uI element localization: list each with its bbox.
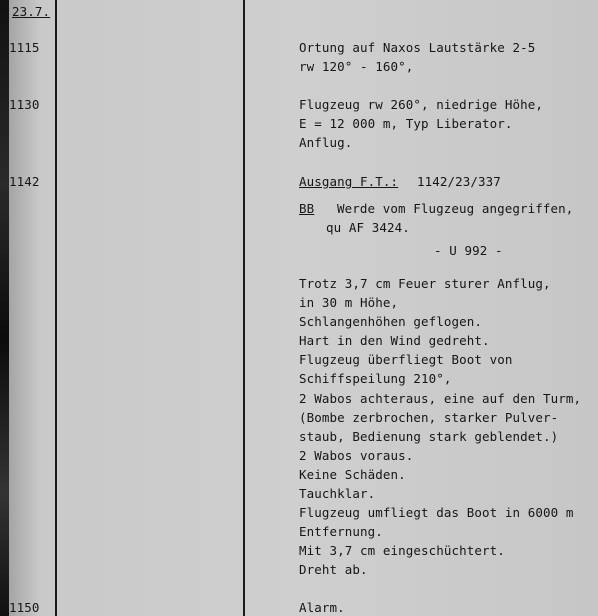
entry-time: 1142: [9, 174, 40, 189]
entry-line: Ortung auf Naxos Lautstärke 2-5: [299, 40, 536, 55]
radio-reference: 1142/23/337: [417, 174, 501, 189]
entry-line: Entfernung.: [299, 524, 383, 539]
entry-line: Flugzeug rw 260°, niedrige Höhe,: [299, 97, 544, 112]
message-prefix: BB: [299, 201, 315, 216]
entry-line: Flugzeug überfliegt Boot von: [299, 352, 513, 367]
entry-time: 1150: [9, 600, 40, 615]
entry-time: 1130: [9, 97, 40, 112]
message-signature: - U 992 -: [434, 243, 503, 258]
radio-heading: Ausgang F.T.:: [299, 174, 399, 189]
entry-line: Dreht ab.: [299, 562, 368, 577]
entry-line: rw 120° - 160°,: [299, 59, 414, 74]
entry-line: Keine Schäden.: [299, 467, 406, 482]
entry-line: 2 Wabos achteraus, eine auf den Turm,: [299, 391, 582, 406]
entry-line: in 30 m Höhe,: [299, 295, 399, 310]
column-rule-left: [55, 0, 57, 616]
entry-line: Mit 3,7 cm eingeschüchtert.: [299, 543, 505, 558]
entry-line: Tauchklar.: [299, 486, 376, 501]
film-edge: [0, 0, 9, 616]
entry-line: Hart in den Wind gedreht.: [299, 333, 490, 348]
entry-time: 1115: [9, 40, 40, 55]
entry-line: staub, Bedienung stark geblendet.): [299, 429, 559, 444]
entry-line: 2 Wabos voraus.: [299, 448, 414, 463]
entry-line: E = 12 000 m, Typ Liberator.: [299, 116, 513, 131]
log-date: 23.7.: [12, 4, 51, 19]
column-rule-right: [243, 0, 245, 616]
message-line: qu AF 3424.: [326, 220, 410, 235]
entry-line: Trotz 3,7 cm Feuer sturer Anflug,: [299, 276, 551, 291]
entry-line: Alarm.: [299, 600, 345, 615]
message-line: Werde vom Flugzeug angegriffen,: [337, 201, 574, 216]
entry-line: (Bombe zerbrochen, starker Pulver-: [299, 410, 559, 425]
entry-line: Schiffspeilung 210°,: [299, 371, 452, 386]
entry-line: Anflug.: [299, 135, 353, 150]
entry-line: Flugzeug umfliegt das Boot in 6000 m: [299, 505, 574, 520]
entry-line: Schlangenhöhen geflogen.: [299, 314, 483, 329]
